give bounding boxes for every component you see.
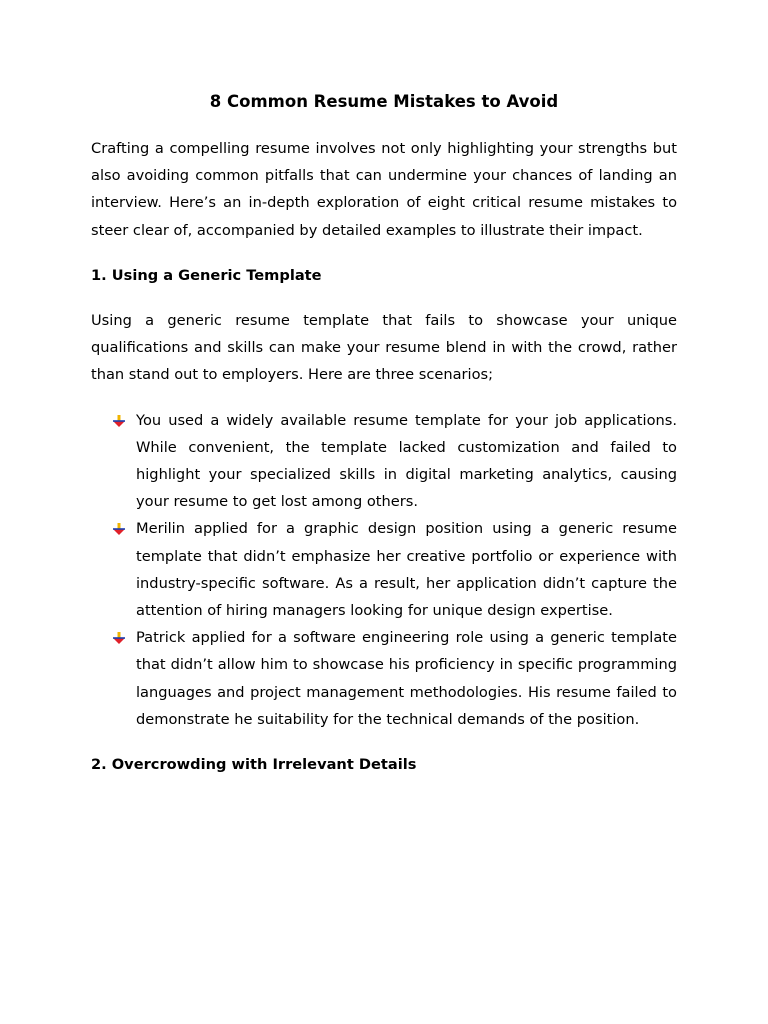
document-page <box>91 88 677 796</box>
list-item-text: You used a widely available resume template for your job applications. While convenient, the template lacked customization and failed to highlight your specialized skills in digital marketing analytics, causing your resume to get lost among others. <box>136 411 677 511</box>
list-item-text: Patrick applied for a software engineering role using a generic template that didn’t allow him to showcase his proficiency in specific programming languages and project management methodologies. His resume failed to demonstrate he suitability for the technical demands of the position. <box>136 629 677 728</box>
intro-paragraph: Crafting a compelling resume involves not only highlighting your strengths but also avoiding common pitfalls that can undermine your chances of landing an interview. Here’s an in-depth exploration of eight critical resume mistakes to steer clear of, accompanied by detailed examples to illustrate their impact. <box>91 140 677 239</box>
list-item-text: Merilin applied for a graphic design position using a generic resume template that didn’t emphasize her creative portfolio or experience with industry-specific software. As a result, her application didn’t capture the attention of hiring managers looking for unique design expertise. <box>136 520 677 620</box>
document-title: 8 Common Resume Mistakes to Avoid <box>209 92 559 111</box>
section-body-1: Using a generic resume template that fails to showcase your unique qualifications and skills can make your resume blend in with the crowd, rather than stand out to employers. Here are three scenarios; <box>91 312 677 384</box>
list-item <box>91 407 677 516</box>
list-item <box>91 515 677 624</box>
arrow-bullet-icon <box>113 415 125 427</box>
arrow-bullet-icon <box>113 632 125 644</box>
scenario-list <box>91 407 677 733</box>
list-item <box>91 624 677 733</box>
arrow-bullet-icon <box>113 523 125 535</box>
section-heading-2: 2. Overcrowding with Irrelevant Details <box>91 756 417 774</box>
section-heading-1: 1. Using a Generic Template <box>91 266 322 284</box>
